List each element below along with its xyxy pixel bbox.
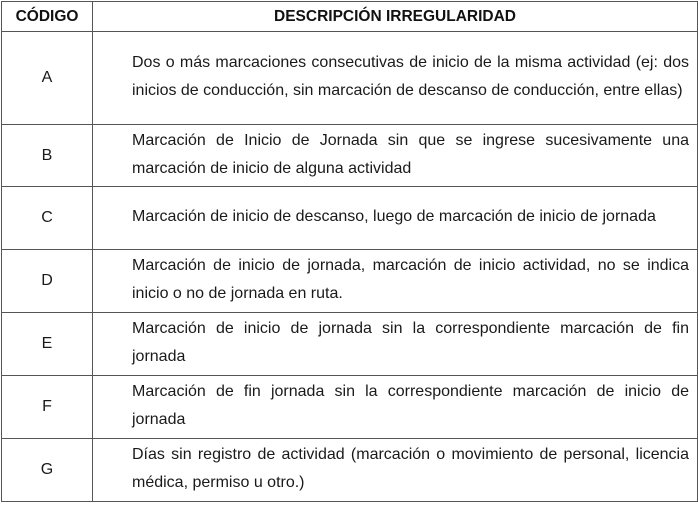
code-cell: E <box>2 313 93 376</box>
table-row <box>2 187 698 250</box>
description-cell: Marcación de inicio de descanso, luego de marcación de inicio de jornada <box>93 187 698 250</box>
code-cell: B <box>2 125 93 187</box>
code-cell: D <box>2 250 93 313</box>
table-row <box>2 125 698 187</box>
code-cell: G <box>2 439 93 502</box>
description-cell: Dos o más marcaciones consecutivas de inicio de la misma actividad (ej: dos inicios de conducción, sin marcación de descanso de conducción, entre ellas) <box>93 32 698 125</box>
table-body <box>2 32 698 502</box>
table-row <box>2 376 698 439</box>
description-column-header: DESCRIPCIÓN IRREGULARIDAD <box>93 2 698 32</box>
code-cell: A <box>2 32 93 125</box>
table-row <box>2 313 698 376</box>
header-row <box>2 2 698 32</box>
table-header <box>2 2 698 32</box>
description-cell: Días sin registro de actividad (marcación o movimiento de personal, licencia médica, permiso u otro.) <box>93 439 698 502</box>
table-row <box>2 439 698 502</box>
description-cell: Marcación de inicio de jornada, marcación de inicio actividad, no se indica inicio o no de jornada en ruta. <box>93 250 698 313</box>
table-row <box>2 250 698 313</box>
code-cell: F <box>2 376 93 439</box>
description-cell: Marcación de fin jornada sin la correspondiente marcación de inicio de jornada <box>93 376 698 439</box>
description-cell: Marcación de Inicio de Jornada sin que se ingrese sucesivamente una marcación de inicio de alguna actividad <box>93 125 698 187</box>
description-cell: Marcación de inicio de jornada sin la correspondiente marcación de fin jornada <box>93 313 698 376</box>
table-row <box>2 32 698 125</box>
code-cell: C <box>2 187 93 250</box>
irregularity-table <box>1 1 698 502</box>
code-column-header: CÓDIGO <box>2 2 93 32</box>
